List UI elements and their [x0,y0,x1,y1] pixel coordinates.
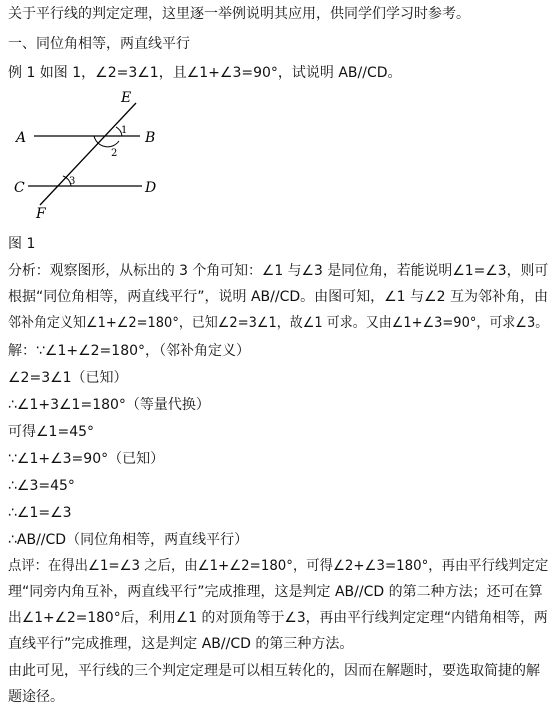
angle-2-label: 2 [111,148,118,159]
figure-1-diagram [8,90,178,220]
transversal-ef [40,103,136,205]
label-c: C [14,180,25,196]
conclusion-line: 由此可见，平行线的三个判定定理是可以相互转化的，因而在解题时，要选取简捷的解 [8,663,540,679]
intro-text: 关于平行线的判定定理，这里逐一举例说明其应用，供同学们学习时参考。 [8,6,470,22]
angle-3-label: 3 [69,176,76,187]
geometry-figure [8,90,178,220]
analysis-line: 根据“同位角相等，两直线平行”，说明 AB//CD。由图可知，∠1 与∠2 互为邻补角，由 [8,289,548,305]
solution-line: ∴∠3=45° [8,478,75,494]
angle-1-label: 1 [121,125,128,136]
solution-line: ∴AB//CD（同位角相等，两直线平行） [8,532,249,548]
label-e: E [121,90,132,106]
solution-line: ∴∠1=∠3 [8,505,72,521]
label-f: F [36,206,46,220]
conclusion-line: 题途径。 [8,689,64,705]
comment-line: 出∠1+∠2=180°后，利用∠1 的对顶角等于∠3，再由平行线判定定理“内错角相等，两 [8,610,548,626]
analysis-line: 分析：观察图形，从标出的 3 个角可知：∠1 与∠3 是同位角，若能说明∠1=∠3，则可 [8,263,549,279]
solution-line: 解：∵∠1+∠2=180°，（邻补角定义） [8,343,251,359]
section-heading: 一、同位角相等，两直线平行 [8,36,190,52]
label-d: D [145,180,157,196]
solution-line: ∵∠1+∠3=90°（已知） [8,451,165,467]
comment-line: 直线平行”完成推理，这是判定 AB//CD 的第三种方法。 [8,636,354,652]
angle-2-arc [94,136,119,147]
label-b: B [145,130,156,146]
example-statement: 例 1 如图 1，∠2=3∠1，且∠1+∠3=90°，试说明 AB//CD。 [8,65,402,81]
solution-line: ∴∠1+3∠1=180°（等量代换） [8,397,210,413]
solution-line: ∠2=3∠1（已知） [8,370,128,386]
comment-line: 点评：在得出∠1=∠3 之后，由∠1+∠2=180°，可得∠2+∠3=180°，再由平行线判定定 [8,558,549,574]
comment-line: 理“同旁内角互补，两直线平行”完成推理，这是判定 AB//CD 的第二种方法；还可在算 [8,584,543,600]
label-a: A [16,130,27,146]
solution-line: 可得∠1=45° [8,424,95,440]
figure-caption: 图 1 [8,236,36,252]
analysis-line: 邻补角定义知∠1+∠2=180°，已知∠2=3∠1，故∠1 可求。又由∠1+∠3=90°，可求∠3。 [8,315,549,331]
